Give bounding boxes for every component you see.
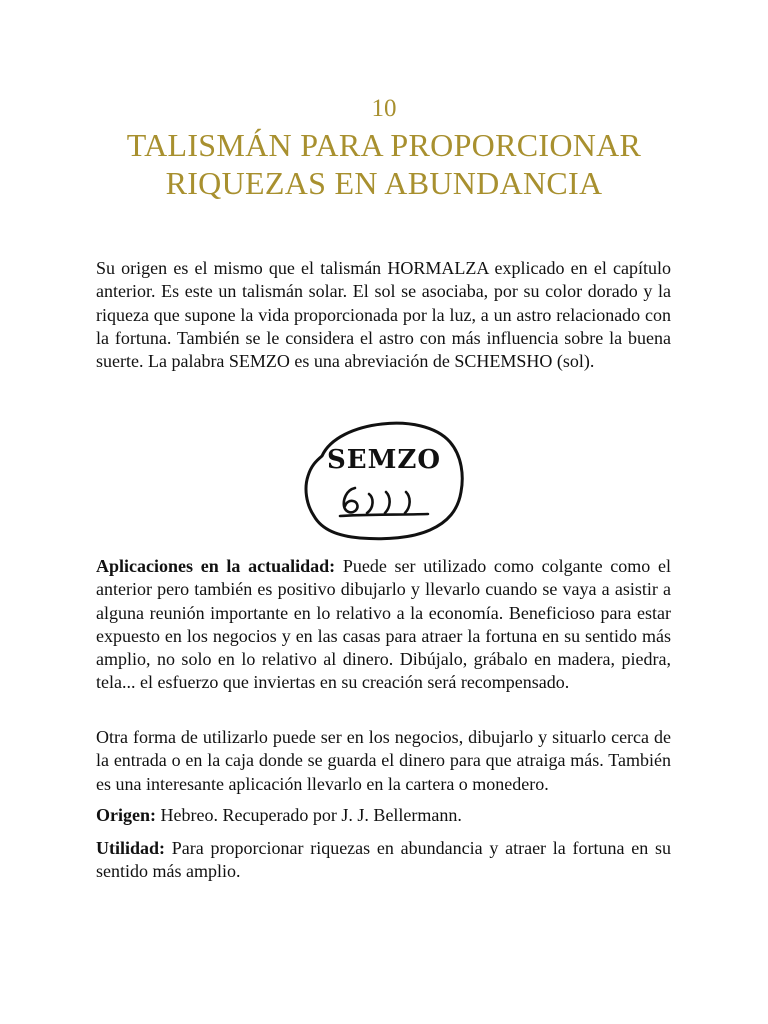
intro-paragraph: Su origen es el mismo que el talismán HORMALZA explicado en el capítulo anterior. Es este un talismán solar. El sol se asociaba, por su color dorado y la riqueza que supone la vida proporcionada por la luz, a un astro relacionado con la fortuna. También se le considera el astro con más influencia sobre la buena suerte. La palabra SEMZO es una abreviación de SCHEMSHO (sol). bbox=[96, 258, 671, 372]
aplicaciones-text: Puede ser utilizado como colgante como el anterior pero también es positivo dibujarlo y llevarlo cuando se vaya a asistir a alguna reunión importante en lo relativo a la economía. Beneficioso para estar expuesto en los negocios y en las casas para atraer la fortuna en su sentido más amplio, no solo en lo relativo al dinero. Dibújalo, grábalo en madera, piedra, tela... el esfuerzo que inviertas en su creación será recompensado. bbox=[96, 556, 671, 693]
otra-forma-paragraph: Otra forma de utilizarlo puede ser en los negocios, dibujarlo y situarlo cerca de la entrada o en la caja donde se guarda el dinero para que atraiga más. También es una interesante aplicación llevarlo en la cartera o monedero. bbox=[96, 727, 671, 794]
talisman-outline bbox=[306, 423, 462, 539]
chapter-number: 10 bbox=[371, 95, 397, 122]
chapter-title bbox=[0, 126, 768, 202]
chapter-header bbox=[0, 94, 768, 202]
talisman-symbol-arc-3 bbox=[405, 492, 410, 513]
origen-label: Origen: bbox=[96, 805, 156, 825]
semzo-talisman-figure bbox=[300, 418, 468, 544]
chapter-title-line-2: RIQUEZAS EN ABUNDANCIA bbox=[165, 165, 603, 201]
talisman-symbol-arc-2 bbox=[385, 492, 390, 513]
aplicaciones-label: Aplicaciones en la actualidad: bbox=[96, 556, 336, 576]
talisman-drawing bbox=[300, 418, 468, 544]
talisman-symbols bbox=[340, 488, 428, 516]
origen-paragraph bbox=[96, 804, 671, 827]
aplicaciones-paragraph bbox=[96, 555, 671, 695]
talisman-symbol-six bbox=[344, 488, 358, 512]
origen-text: Hebreo. Recuperado por J. J. Bellermann. bbox=[156, 805, 462, 825]
chapter-title-line-1: TALISMÁN PARA PROPORCIONAR bbox=[126, 127, 642, 163]
talisman-underline bbox=[340, 514, 428, 516]
utilidad-text: Para proporcionar riquezas en abundancia y atraer la fortuna en su sentido más amplio. bbox=[96, 838, 671, 882]
talisman-word: SEMZO bbox=[326, 445, 442, 475]
talisman-symbol-arc-1 bbox=[367, 494, 373, 513]
utilidad-label: Utilidad: bbox=[96, 838, 166, 858]
utilidad-paragraph bbox=[96, 837, 671, 884]
